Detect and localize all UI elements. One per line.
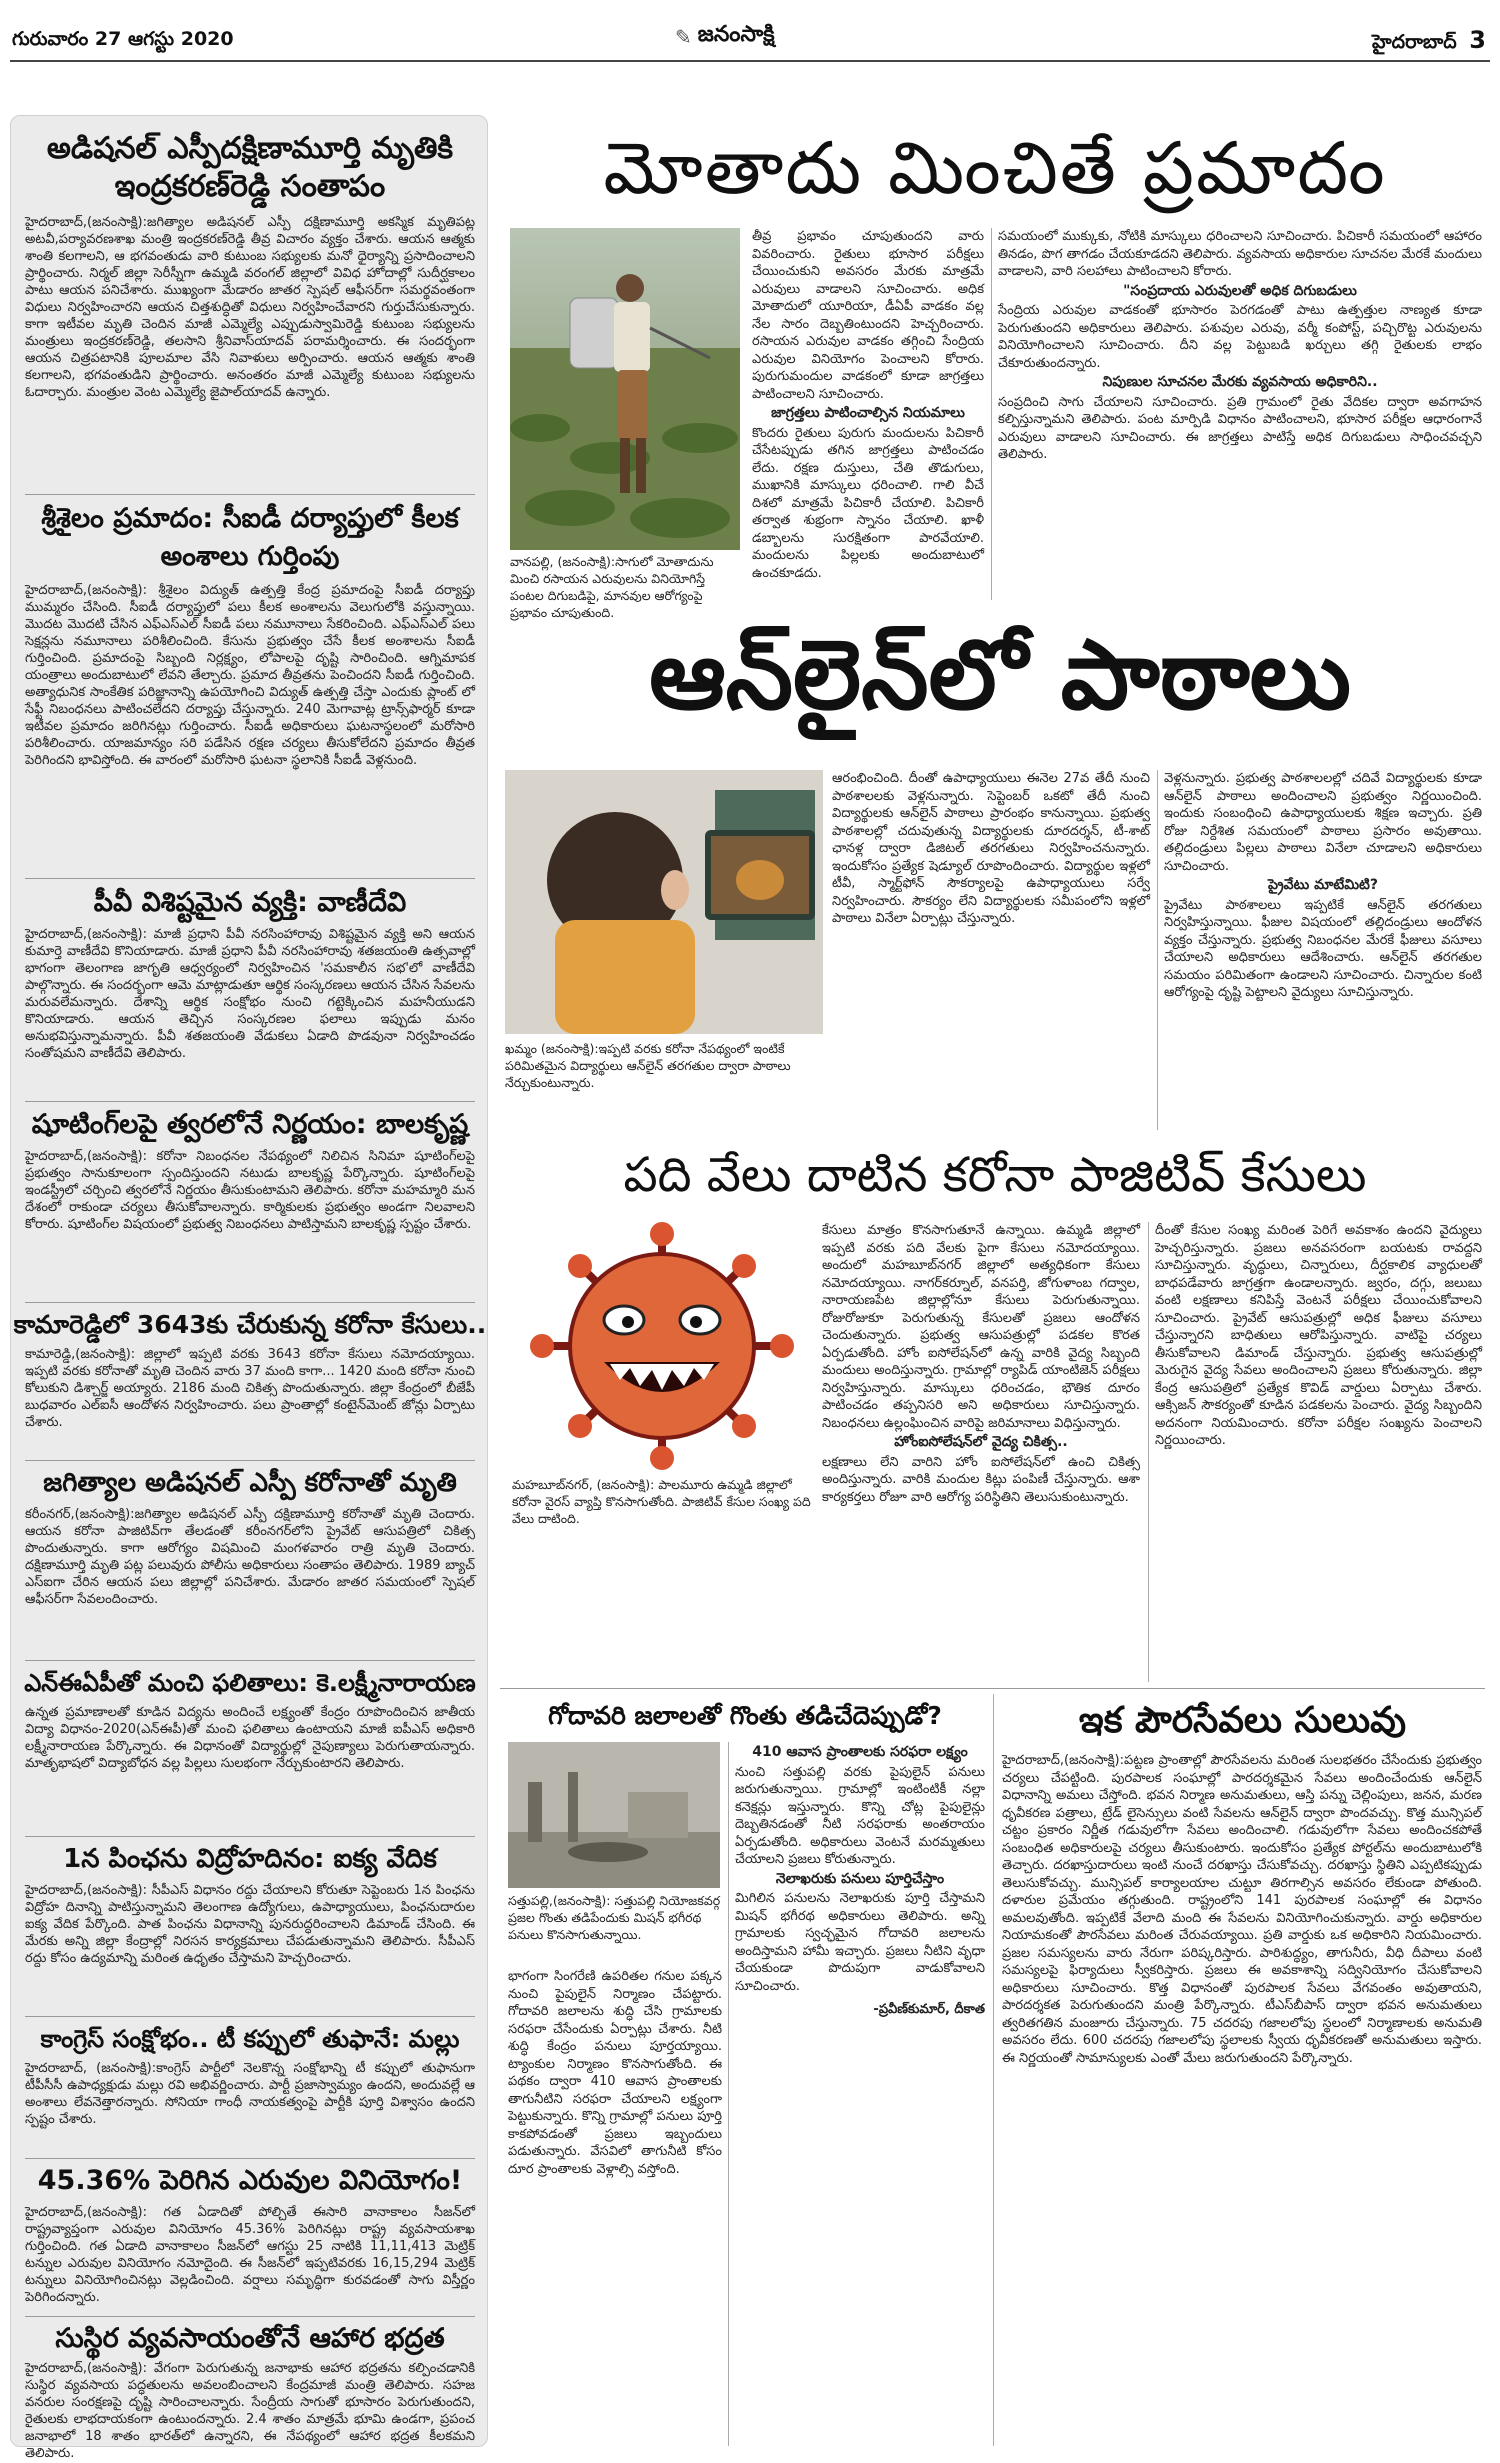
story-4-column-2 <box>735 1742 985 2446</box>
story-1-col1-text-b: కొందరు రైతులు పురుగు మందులను పిచికారీ చేసేటప్పుడు తగిన జాగ్రత్తలు పాటించడం లేదు. రక్షణ దుస్తులు, చేతి తొడుగులు, ముఖానికి మాస్కులు ధరించాలి. గాలి వీచే దిశలో మాత్రమే పిచికారీ చేయాలి. పిచికారీ తర్వాత శుభ్రంగా స్నానం చేయాలి. ఖాళీ డబ్బాలను సురక్షితంగా పారవేయాలి. మందులను పిల్లలకు అందుబాటులో ఉంచకూడదు. <box>752 425 984 581</box>
brief-divider <box>25 1302 475 1303</box>
page-location <box>1372 26 1486 58</box>
story-4-col2-text: నుంచి సత్తుపల్లి వరకు పైపులైన్ పనులు జరుగుతున్నాయి. గ్రామాల్లో ఇంటింటికీ నల్లా కనెక్షన్లు ఇస్తున్నారు. కొన్ని చోట్ల పైపులైన్లు దెబ్బతినడంతో నీటి సరఫరాకు అంతరాయం ఏర్పడుతోంది. అధికారులు వెంటనే మరమ్మతులు చేయాలని ప్రజలు కోరుతున్నారు. <box>735 1764 985 1867</box>
brief-divider <box>25 1101 475 1102</box>
column-divider <box>728 1742 729 2446</box>
column-divider <box>1157 770 1158 1130</box>
story-4-byline: -ప్రవీణ్‌కుమార్, దీకాత <box>873 2002 985 2017</box>
brief-11-body: హైదరాబాద్,(జనంసాక్షి): వేగంగా పెరుగుతున్న జనాభాకు ఆహార భద్రతను కల్పించడానికి సుస్థిర వ్యవసాయ పద్ధతులను అవలంబించాలని కేంద్రమాజీ మంత్రి తెలిపారు. సహజ వనరుల సంరక్షణపై దృష్టి సారించాలన్నారు. సేంద్రీయ సాగుతో భూసారం పెరుగుతుందని, రైతులకు లాభదాయకంగా ఉంటుందన్నారు. 2.4 శాతం మాత్రమే భూమి ఉండగా, ప్రపంచ జనాభాలో 18 శాతం భారత్‌లో ఉన్నారని, ఈ నేపథ్యంలో ఆహార భద్రత కీలకమని తెలిపారు. <box>25 2361 475 2461</box>
brief-divider <box>25 1836 475 1837</box>
masthead <box>675 22 775 52</box>
brief-divider <box>25 494 475 495</box>
story-3-col1-text-b: లక్షణాలు లేని వారిని హోం ఐసోలేషన్‌లో ఉంచి చికిత్స అందిస్తున్నారు. వారికి మందుల కిట్లు పంపిణీ చేస్తున్నారు. ఆశా కార్యకర్తలు రోజూ వారి ఆరోగ్య పరిస్థితిని తెలుసుకుంటున్నారు. <box>822 1454 1140 1505</box>
brief-1-title: అడిషనల్ ఎస్పీదక్షిణామూర్తి మృతికి <box>46 131 454 166</box>
story-1-subhead-2: "సంప్రదాయ ఎరువులతో అధిక దిగుబడులు <box>1123 282 1357 299</box>
story-5-headline: ఇక పౌరసేవలు సులువు <box>1078 1700 1407 1741</box>
story-2-subhead: ప్రైవేటు మాటేమిటి? <box>1268 877 1378 893</box>
brief-7-title: ఎన్ఈఏపీతో మంచి ఫలితాలు: కె.లక్ష్మీనారాయణ <box>24 1669 476 1697</box>
story-1-column-2 <box>998 228 1482 600</box>
page-number: 3 <box>1469 26 1486 54</box>
story-2-photo-caption: ఖమ్మం (జనంసాక్షి):ఇప్పటి వరకు కరోనా నేపథ్యంలో ఇంటికే పరిమితమైన విద్యార్థులు ఆన్‌లైన్ తరగతుల ద్వారా పాఠాలు నేర్చుకుంటున్నారు. <box>505 1041 791 1090</box>
brief-7-body: ఉన్నత ప్రమాణాలతో కూడిన విద్యను అందించే లక్ష్యంతో కేంద్రం రూపొందించిన జాతీయ విద్యా విధానం-2020(ఎన్ఈపీ)తో మంచి ఫలితాలు ఉంటాయని మాజీ ఐపీఎస్ అధికారి లక్ష్మీనారాయణ పేర్కొన్నారు. ఈ విధానంతో విద్యార్థుల్లో నైపుణ్యాలు పెరుగుతాయన్నారు. మాతృభాషలో విద్యాబోధన వల్ల పిల్లలు సులభంగా నేర్చుకుంటారని తెలిపారు. <box>25 1705 475 1771</box>
story-3-subhead: హోంఐసోలేషన్‌లో వైద్య చికిత్స.. <box>894 1434 1068 1450</box>
story-3-column-2: దీంతో కేసుల సంఖ్య మరింత పెరిగే అవకాశం ఉందని వైద్యులు హెచ్చరిస్తున్నారు. ప్రజలు అనవసరంగా బయటకు రావద్దని సూచిస్తున్నారు. వృద్ధులు, చిన్నారులు, దీర్ఘకాలిక వ్యాధులతో బాధపడేవారు జాగ్రత్తగా ఉండాలన్నారు. జ్వరం, దగ్గు, జలుబు వంటి లక్షణాలు కనిపిస్తే వెంటనే పరీక్షలు చేయించుకోవాలని సూచించారు. ప్రైవేట్ ఆసుపత్రుల్లో అధిక ఫీజులు వసూలు చేస్తున్నారని బాధితులు ఆరోపిస్తున్నారు. వాటిపై చర్యలు తీసుకోవాలని డిమాండ్ చేస్తున్నారు. ప్రభుత్వ ఆసుపత్రుల్లో మెరుగైన వైద్య సేవలు అందించాలని ప్రజలు కోరుతున్నారు. జిల్లా కేంద్ర ఆసుపత్రిలో ప్రత్యేక కొవిడ్ వార్డులు ఏర్పాటు చేశారు. ఆక్సిజన్ సౌకర్యంతో కూడిన పడకలను పెంచారు. వైద్య సిబ్బందిని అదనంగా నియమించారు. కరోనా పరీక్షల సంఖ్యను పెంచాలని నిర్ణయించారు. <box>1155 1223 1482 1448</box>
story-1-subhead: జాగ్రత్తలు పాటించాల్సిన నియమాలు <box>771 405 965 421</box>
story-2-column-2 <box>1164 770 1482 1130</box>
brief-8-body: హైదరాబాద్,(జనంసాక్షి): సీపీఎస్ విధానం రద్దు చేయాలని కోరుతూ సెప్టెంబరు 1న పింఛను విద్రోహ దినాన్ని పాటిస్తున్నామని తెలంగాణ ఉద్యోగులు, ఉపాధ్యాయులు, పింఛనుదారుల ఐక్య వేదిక పేర్కొంది. పాత పింఛను విధానాన్ని పునరుద్ధరించాలని డిమాండ్ చేసింది. ఈ మేరకు అన్ని జిల్లా కేంద్రాల్లో నిరసన కార్యక్రమాలు చేపడుతున్నామని తెలిపారు. సీపీఎస్ రద్దు కోసం ఉద్యమాన్ని మరింత ఉధృతం చేస్తామని హెచ్చరించారు. <box>25 1883 475 1966</box>
brief-5-title: కామారెడ్డిలో 3643కు చేరుకున్న కరోనా కేసులు.. <box>13 1310 487 1339</box>
story-2-column-1: ఆరంభించింది. దీంతో ఉపాధ్యాయులు ఈనెల 27వ తేదీ నుంచి పాఠశాలలకు వెళ్లనున్నారు. సెప్టెంబర్ ఒకటో తేదీ నుంచి విద్యార్థులకు ఆన్‌లైన్ పాఠాలు ప్రారంభం కానున్నాయి. ప్రభుత్వ పాఠశాలల్లో చదువుతున్న విద్యార్థులకు దూరదర్శన్, టీ-శాట్ ఛానళ్ల ద్వారా డిజిటల్ తరగతులు నిర్వహించనున్నారు. ఇందుకోసం ప్రత్యేక షెడ్యూల్ రూపొందించారు. విద్యార్థుల ఇళ్లలో టీవీ, స్మార్ట్‌ఫోన్ సౌకర్యాలపై ఉపాధ్యాయులు సర్వే నిర్వహించారు. సౌకర్యం లేని విద్యార్థులకు సమీపంలోని ఇళ్లలో పాఠాలు వినేలా ఏర్పాట్లు చేస్తున్నారు. <box>832 771 1150 926</box>
brief-10-title: 45.36% పెరిగిన ఎరువుల వినియోగం! <box>37 2165 463 2196</box>
story-1-col2-text-b: సేంద్రియ ఎరువుల వాడకంతో భూసారం పెరగడంతో పాటు ఉత్పత్తుల నాణ్యత కూడా పెరుగుతుందని అధికారులు తెలిపారు. పశువుల ఎరువు, వర్మీ కంపోస్ట్, పచ్చిరొట్ట ఎరువులను వినియోగించాలని సూచించారు. దీని వల్ల పెట్టుబడి ఖర్చులు తగ్గి రైతులకు లాభం చేకూరుతుందన్నారు. <box>998 303 1482 371</box>
newspaper-logo-icon: ✎ <box>675 25 692 49</box>
story-5-body: హైదరాబాద్,(జనంసాక్షి):పట్టణ ప్రాంతాల్లో పౌరసేవలను మరింత సులభతరం చేసేందుకు ప్రభుత్వం చర్యలు చేపట్టింది. పురపాలక సంఘాల్లో పారదర్శకమైన సేవలు అందించేందుకు ఆన్‌లైన్ విధానాన్ని అమలు చేస్తోంది. భవన నిర్మాణ అనుమతులు, ఆస్తి పన్ను చెల్లింపులు, జనన, మరణ ధృవీకరణ పత్రాలు, ట్రేడ్ లైసెన్సులు వంటి సేవలను ఆన్‌లైన్ ద్వారా పొందవచ్చు. కొత్త మున్సిపల్ చట్టం ప్రకారం నిర్ణీత గడువులోగా సేవలు అందించాలి. గడువులోగా సేవలు అందించకపోతే సంబంధిత అధికారులపై చర్యలు తీసుకుంటారు. ఇందుకోసం ప్రత్యేక పోర్టల్‌ను అందుబాటులోకి తెచ్చారు. దరఖాస్తుదారులు ఇంటి నుంచే దరఖాస్తు చేసుకోవచ్చు. దరఖాస్తు స్థితిని ఎప్పటికప్పుడు తెలుసుకోవచ్చు. మున్సిపల్ కార్యాలయాల చుట్టూ తిరగాల్సిన అవసరం లేకుండా పోతుంది. దళారుల ప్రమేయం తగ్గుతుంది. రాష్ట్రంలోని 141 పురపాలక సంఘాల్లో ఈ విధానం అమలవుతోంది. ఇప్పటికే వేలాది మంది ఈ సేవలను వినియోగించుకున్నారు. వార్డు అధికారుల నియామకంతో పౌరసేవలు మరింత చేరువయ్యాయి. ప్రతి వార్డుకు ఒక అధికారిని నియమించారు. ప్రజల సమస్యలను వారు నేరుగా పరిష్కరిస్తారు. పారిశుద్ధ్యం, తాగునీరు, వీధి దీపాలు వంటి సమస్యలపై ఫిర్యాదులు స్వీకరిస్తారు. ప్రజలు ఈ అవకాశాన్ని సద్వినియోగం చేసుకోవాలని అధికారులు సూచించారు. కొత్త విధానంతో పురపాలక సేవలు వేగవంతం అవుతాయని, పారదర్శకత పెరుగుతుందని మంత్రి పేర్కొన్నారు. టీఎస్‌బీపాస్ ద్వారా భవన అనుమతులు త్వరితగతిన మంజూరు చేస్తున్నారు. 75 చదరపు గజాలలోపు స్థలంలో నిర్మాణాలకు అనుమతి అవసరం లేదు. 600 చదరపు గజాలలోపు స్థలాలకు స్వీయ ధృవీకరణతో అనుమతులు ఇస్తారు. ఈ నిర్ణయంతో సామాన్యులకు ఎంతో మేలు జరుగుతుందని పేర్కొన్నారు. <box>1002 1753 1482 2066</box>
child-online-class-photo <box>505 770 823 1034</box>
brief-divider <box>25 2158 475 2159</box>
brief-divider <box>25 2316 475 2317</box>
story-3-photo-caption: మహబూబ్‌నగర్, (జనంసాక్షి): పాలమూరు ఉమ్మడి జిల్లాలో కరోనా వైరస్ వ్యాప్తి కొనసాగుతోంది. పాజిటివ్ కేసుల సంఖ్య పది వేలు దాటింది. <box>512 1477 811 1526</box>
brief-2-body: హైదరాబాద్,(జనంసాక్షి): శ్రీశైలం విద్యుత్ ఉత్పత్తి కేంద్ర ప్రమాదంపై సీఐడీ దర్యాప్తు ముమ్మరం చేసింది. సీఐడీ దర్యాప్తులో పలు కీలక అంశాలను వెలుగులోకి వస్తున్నాయి. మొదట మొదటి చేసిన ఎఫ్ఎస్ఎల్ సీఐడీ పలు నమూనాలు సేకరించింది. ఎఫ్ఎస్ఎల్ పలు సెక్షన్లను నమూనాలు పరిశీలించింది. కేసును ప్రభుత్వం చేసే కీలక అంశాలను సీఐడీ గుర్తించింది. ప్రమాదంపై సిబ్బంది నిర్లక్ష్యం, లోపాలపై దృష్టి సారించింది. ఆగ్నిమాపక యంత్రాలు అందుబాటులో లేవని తేల్చారు. ప్రమాద తీవ్రతను పెంచిందని సీఐడీ గుర్తించింది. అత్యాధునిక సాంకేతిక పరిజ్ఞానాన్ని ఉపయోగించి విద్యుత్ ఉత్పత్తి చేస్తా ఎందుకు ప్లాంట్ లో సేఫ్టీ నిబంధనలు పాటించలేదని దర్యాప్తు చేస్తున్నారు. 240 మెగావాట్ల ట్రాన్స్‌ఫార్మర్ కూడా ఇటీవల ప్రమాదం జరిగినట్లు గుర్తించారు. సీఐడీ అధికారులు ఘటనాస్థలంలో మరోసారి పరిశీలించారు. యాజమాన్యం సరి పడేసిన రక్షణ చర్యలు తీసుకోలేదని ప్రమాదం తీవ్రత పెరిగిందని భావిస్తోంది. ఈ వారంలో మరోసారి ఘటనా స్థలానికి సీఐడీ వెళ్లనుంది. <box>25 583 475 768</box>
brief-1-body: హైదరాబాద్,(జనంసాక్షి):జగిత్యాల అడిషనల్ ఎస్పీ దక్షిణామూర్తి అకస్మిక మృతిపట్ల అటవీ,పర్యావరణశాఖ మంత్రి ఇంద్రకరణ్‌రెడ్డి తీవ్ర విచారం వ్యక్తం చేశారు. ఆయన ఆత్మకు శాంతి కలగాలని, ఆ భగవంతుడు వారి కుటుంబ సభ్యులకు మనో ధైర్యాన్ని ప్రసాదించాలని ప్రార్థించారు. నిర్మల్ జిల్లా సెరీస్నీగా ఉమ్మడి వరంగల్ జిల్లాలో వివిధ హోదాల్లో సుదీర్ఘకాలం పాటు ఆయన పనిచేశారు. ముఖ్యంగా మేడారం జాతర స్పెషల్ ఆఫీసర్‌గా సమర్థవంతంగా విధులు నిర్వహించారని ఆయన చిత్తశుద్ధితో విధులు నిర్వహించేవారని గుర్తుచేసుకున్నారు. కాగా ఇటీవల మృతి చెందిన మాజీ ఎమ్మెల్యే ఎప్పుడుస్వామిరెడ్డి కుటుంబ సభ్యులను మంత్రులు ఇంద్రకరణ్‌రెడ్డి, తలసాని శ్రీనివాస్‌యాదవ్ పరామర్శించారు. ఈ సందర్భంగా ఆయన చిత్రపటానికి పూలమాల వేసి నివాళులు అర్పించారు. ఆయన ఆత్మకు శాంతి కలగాలని, భగవంతుడిని ప్రార్థించారు. అనంతరం మాజీ ఎమ్మెల్యే కుటుంబ సభ్యులను ఓదార్చారు. మంత్రుల వెంట ఎమ్మెల్యే జైపాల్‌యాదవ్ ఉన్నారు. <box>25 215 475 400</box>
brief-10-body: హైదరాబాద్,(జనంసాక్షి): గత ఏడాదితో పోల్చితే ఈసారి వానాకాలం సీజన్‌లో రాష్ట్రవ్యాప్తంగా ఎరువుల వినియోగం 45.36% పెరిగినట్లు రాష్ట్ర వ్యవసాయశాఖ గుర్తించింది. గత ఏడాది వానాకాలం సీజన్‌లో ఆగస్టు 25 నాటికి 11,11,413 మెట్రిక్ టన్నుల ఎరువుల వినియోగం నమోదైంది. ఈ సీజన్‌లో ఇప్పటివరకు 16,15,294 మెట్రిక్ టన్నులు వినియోగించినట్లు వెల్లడించింది. వర్షాలు సమృద్ధిగా కురవడంతో సాగు విస్తీర్ణం పెరిగిందన్నారు. <box>25 2205 475 2305</box>
coronavirus-illustration <box>512 1222 812 1470</box>
farmer-spraying-photo <box>510 228 740 550</box>
story-4-subhead-2: నెలాఖరుకు పనులు పూర్తిచేస్తాం <box>775 1870 945 1887</box>
story-1-column-1 <box>752 228 984 600</box>
brief-divider <box>25 878 475 879</box>
brief-3-body: హైదరాబాద్,(జనంసాక్షి): మాజీ ప్రధాని పీవీ నరసింహారావు విశిష్టమైన వ్యక్తి అని ఆయన కుమార్తె వాణీదేవి కొనియాడారు. మాజీ ప్రధాని పీవీ నరసింహారావు శతజయంతి ఉత్సవాల్లో భాగంగా తెలంగాణ జాగృతి ఆధ్వర్యంలో నిర్వహించిన 'సమకాలీన సభ'లో వాణీదేవి పాల్గొన్నారు. ఈ సందర్భంగా ఆమె మాట్లాడుతూ ఆర్థిక సంస్కరణలు ఆయన చేసిన సేవలను మరువలేమన్నారు. దేశాన్ని ఆర్థిక సంక్షోభం నుంచి గట్టెక్కించిన మహనీయుడని కొనియాడారు. ఆయన తెచ్చిన సంస్కరణల ఫలాలు ఇప్పుడు మనం అనుభవిస్తున్నామన్నారు. పీవీ శతజయంతి వేడుకలు ఏడాది పొడవునా నిర్వహించడం సంతోషమని వాణీదేవి తెలిపారు. <box>25 927 475 1061</box>
brief-9-title: కాంగ్రెస్ సంక్షోభం.. టీ కప్పులో తుఫానే: మల్లు <box>40 2025 460 2053</box>
story-4-subhead: 410 ఆవాస ప్రాంతాలకు సరఫరా లక్ష్యం <box>752 1744 968 1760</box>
story-4-col2-text-b: మిగిలిన పనులను నెలాఖరుకు పూర్తి చేస్తామని మిషన్ భగీరథ అధికారులు తెలిపారు. అన్ని గ్రామాలకు స్వచ్ఛమైన గోదావరి జలాలను అందిస్తామని హామీ ఇచ్చారు. ప్రజలు నీటిని వృధా చేయకుండా పొదుపుగా వాడుకోవాలని సూచించారు. <box>735 1891 985 1994</box>
brief-2-title-line2: అంశాలు గుర్తింపు <box>160 541 340 572</box>
brief-8-title: 1న పింఛను విద్రోహదినం: ఐక్య వేదిక <box>63 1844 437 1874</box>
story-4-column-1: భాగంగా సింగరేణి ఉపరితల గనుల పక్కన నుంచి పైపులైన్ నిర్మాణం చేపట్టారు. గోదావరి జలాలను శుద్ధి చేసి గ్రామాలకు సరఫరా చేసేందుకు ఏర్పాట్లు చేశారు. నీటి శుద్ధి కేంద్రం పనులు పూర్తయ్యాయి. ట్యాంకుల నిర్మాణం కొనసాగుతోంది. ఈ పథకం ద్వారా 410 ఆవాస ప్రాంతాలకు తాగునీటిని సరఫరా చేయాలని లక్ష్యంగా పెట్టుకున్నారు. కొన్ని గ్రామాల్లో పనులు పూర్తి కాకపోవడంతో ప్రజలు ఇబ్బందులు పడుతున్నారు. వేసవిలో తాగునీటి కోసం దూర ప్రాంతాలకు వెళ్లాల్సి వస్తోంది. <box>508 1969 722 2177</box>
story-1-col2-text: సమయంలో ముక్కుకు, నోటికి మాస్కులు ధరించాలని సూచించారు. పిచికారీ సమయంలో ఆహారం తినడం, పొగ తాగడం చేయకూడదని తెలిపారు. వ్యవసాయ అధికారుల సూచనల మేరకే మందులు వాడాలని, వారి సలహాలు పాటించాలని కోరారు. <box>998 229 1482 279</box>
brief-3-title: పీవీ విశిష్టమైన వ్యక్తి: వాణీదేవి <box>93 887 407 918</box>
section-divider <box>500 1688 1485 1689</box>
story-4-photo-caption: సత్తుపల్లి,(జనంసాక్షి): సత్తుపల్లి నియోజకవర్గ ప్రజల గొంతు తడిపేందుకు మిషన్ భగీరథ పనులు కొనసాగుతున్నాయి. <box>508 1893 721 1942</box>
water-plant-photo <box>508 1742 720 1888</box>
story-2-col2-text: వెళ్లనున్నారు. ప్రభుత్వ పాఠశాలలల్లో చదివే విద్యార్థులకు కూడా ఆన్‌లైన్ పాఠాలు అందించాలని ప్రభుత్వం నిర్ణయించింది. ఇందుకు సంబంధించి ఉపాధ్యాయులకు శిక్షణ ఇచ్చారు. ప్రతి రోజు నిర్దేశిత సమయంలో పాఠాలు ప్రసారం అవుతాయి. తల్లిదండ్రులు పిల్లలు పాఠాలు వినేలా చూడాలని అధికారులు సూచించారు. <box>1164 771 1482 874</box>
story-1-col1-text: తీవ్ర ప్రభావం చూపుతుందని వారు వివరించారు. రైతులు భూసార పరీక్షలు చేయించుకుని అవసరం మేరకు మాత్రమే ఎరువులు వాడాలని సూచించారు. అధిక మోతాదులో యూరియా, డీఏపీ వాడకం వల్ల నేల సారం దెబ్బతింటుందని హెచ్చరించారు. రసాయన ఎరువుల వాడకం తగ్గించి సేంద్రియ ఎరువుల వినియోగం పెంచాలని కోరారు. పురుగుమందుల వాడకంలో కూడా జాగ్రత్తలు పాటించాలని సూచించారు. <box>752 229 984 402</box>
brief-divider <box>25 2016 475 2017</box>
brief-2-title: శ్రీశైలం ప్రమాదం: సీఐడీ దర్యాప్తులో కీలక <box>41 503 459 534</box>
story-1-col2-text-c: సంప్రదించి సాగు చేయాలని సూచించారు. ప్రతి గ్రామంలో రైతు వేదికల ద్వారా అవగాహన కల్పిస్తున్నామని తెలిపారు. పంట మార్పిడి విధానం పాటించాలని, భూసార పరీక్షల ఆధారంగానే ఎరువులు వాడాలని సూచించారు. ఈ జాగ్రత్తలు పాటిస్తే అధిక దిగుబడులు సాధించవచ్చని తెలిపారు. <box>998 394 1482 462</box>
column-divider <box>993 1694 994 2446</box>
header-divider <box>10 60 1490 62</box>
brief-divider <box>25 1660 475 1661</box>
story-1-subhead-3: నిపుణుల సూచనల మేరకు వ్యవసాయ అధికారిని.. <box>1102 374 1378 390</box>
story-1-headline: మోతాదు మించితే ప్రమాదం <box>603 126 1387 210</box>
story-2-headline: ఆన్‌లైన్‌లో పాఠాలు <box>649 619 1351 731</box>
column-divider <box>1148 1222 1149 1682</box>
masthead-title: జనంసాక్షి <box>697 22 775 47</box>
story-4-headline: గోదావరి జలాలతో గొంతు తడిచేదెప్పుడో? <box>548 1701 942 1730</box>
brief-4-title: షూటింగ్‌లపై త్వరలోనే నిర్ణయం: బాలకృష్ణ <box>31 1109 469 1140</box>
story-1-photo-caption: వానపల్లి, (జనంసాక్షి):సాగులో మోతాదును మించి రసాయన ఎరువులను వినియోగిస్తే పంటల దిగుబడిపై, మానవుల ఆరోగ్యంపై ప్రభావం చూపుతుంది. <box>510 554 714 620</box>
brief-5-body: కామారెడ్డి,(జనంసాక్షి): జిల్లాలో ఇప్పటి వరకు 3643 కరోనా కేసులు నమోదయ్యాయి. ఇప్పటి వరకు కరోనాతో మృతి చెందిన వారు 37 మంది కాగా... 1420 మంది కరోనా నుంచి కోలుకుని డిశ్చార్జ్ అయ్యారు. 2186 మంది చికిత్స పొందుతున్నారు. జిల్లా కేంద్రంలో బీజేపీ బుధవారం ఎల్‌ఐసీ ఆందోళన నిర్వహించారు. పలు ప్రాంతాల్లో కంటైన్‌మెంట్ జోన్లు ఏర్పాటు చేశారు. <box>25 1347 475 1430</box>
brief-11-title: సుస్థిర వ్యవసాయంతోనే ఆహార భద్రత <box>55 2323 445 2354</box>
brief-6-body: కరీంనగర్,(జనంసాక్షి):జగిత్యాల అడిషనల్ ఎస్పీ దక్షిణామూర్తి కరోనాతో మృతి చెందారు. ఆయన కరోనా పాజిటివ్‌గా తేలడంతో కరీంనగర్‌లోని ప్రైవేట్ ఆసుపత్రిలో చికిత్స పొందుతున్నారు. కాగా ఆరోగ్యం విషమించి మంగళవారం రాత్రి మృతి చెందారు. దక్షిణామూర్తి మృతి పట్ల పలువురు పోలీసు అధికారులు సంతాపం తెలిపారు. 1989 బ్యాచ్ ఎస్ఐగా చేరిన ఆయన పలు జిల్లాల్లో పనిచేశారు. మేడారం జాతర సమయంలో స్పెషల్ ఆఫీసర్‌గా సేవలందించారు. <box>25 1507 475 1607</box>
brief-9-body: హైదరాబాద్, (జనంసాక్షి):కాంగ్రెస్ పార్టీలో నెలకొన్న సంక్షోభాన్ని టీ కప్పులో తుఫానుగా టీపీసీసీ ఉపాధ్యక్షుడు మల్లు రవి అభివర్ణించారు. పార్టీ ప్రజాస్వామ్యం ఉందని, అందువల్లే ఆ అంశాలు లేవనెత్తారన్నారు. సోనియా గాంధీ నాయకత్వంపై పార్టీకి పూర్తి విశ్వాసం ఉందని స్పష్టం చేశారు. <box>25 2061 475 2127</box>
brief-6-title: జగిత్యాల అడిషనల్ ఎస్పీ కరోనాతో మృతి <box>43 1468 457 1498</box>
page-date: గురువారం 27 ఆగస్టు 2020 <box>12 28 234 50</box>
story-3-headline: పది వేలు దాటిన కరోనా పాజిటివ్ కేసులు <box>623 1147 1367 1203</box>
story-3-column-1 <box>822 1222 1140 1682</box>
story-3-col1-text: కేసులు మాత్రం కొనసాగుతూనే ఉన్నాయి. ఉమ్మడి జిల్లాలో ఇప్పటి వరకు పది వేలకు పైగా కేసులు నమోదయ్యాయి. అందులో మహబూబ్‌నగర్ జిల్లాలో అత్యధికంగా కేసులు నమోదయ్యాయి. నాగర్‌కర్నూల్, వనపర్తి, జోగుళాంబ గద్వాల, నారాయణపేట జిల్లాల్లోనూ కేసులు పెరుగుతున్నాయి. రోజురోజుకూ పెరుగుతున్న కేసులతో ప్రజలు ఆందోళన చెందుతున్నారు. ప్రభుత్వ ఆసుపత్రుల్లో పడకల కొరత ఏర్పడుతోంది. హోం ఐసోలేషన్‌లో ఉన్న వారికి వైద్య సిబ్బంది మందులు అందిస్తున్నారు. గ్రామాల్లో ర్యాపిడ్ యాంటిజెన్ పరీక్షలు నిర్వహిస్తున్నారు. మాస్కులు ధరించడం, భౌతిక దూరం పాటించడం తప్పనిసరి అని అధికారులు సూచిస్తున్నారు. నిబంధనలు ఉల్లంఘించిన వారిపై జరిమానాలు విధిస్తున్నారు. <box>822 1223 1140 1431</box>
column-divider <box>991 228 992 600</box>
brief-divider <box>25 1460 475 1461</box>
city-label: హైదరాబాద్ <box>1372 31 1457 53</box>
brief-1-title-line2: ఇంద్రకరణ్‌రెడ్డి సంతాపం <box>114 169 386 204</box>
news-brief-sidebar <box>10 115 488 2461</box>
brief-4-body: హైదరాబాద్,(జనంసాక్షి): కరోనా నిబంధనల నేపథ్యంలో నిలిచిన సినిమా షూటింగ్‌లపై ప్రభుత్వం సానుకూలంగా స్పందిస్తుందని నటుడు బాలకృష్ణ పేర్కొన్నారు. షూటింగ్‌లపై ఇండస్ట్రీలో చర్చించి త్వరలోనే నిర్ణయం తీసుకుంటామని తెలిపారు. కరోనా మహమ్మారి మన దేశంలో రాకుండా చర్యలు తీసుకోవాలన్నారు. కార్మికులకు ప్రభుత్వం అండగా నిలవాలని కోరారు. షూటింగ్‌ల విషయంలో ప్రభుత్వ నిబంధనలు పాటిస్తామని బాలకృష్ణ స్పష్టం చేశారు. <box>25 1149 475 1232</box>
story-2-col2-text-b: ప్రైవేటు పాఠశాలలు ఇప్పటికే ఆన్‌లైన్ తరగతులు నిర్వహిస్తున్నాయి. ఫీజుల విషయంలో తల్లిదండ్రులు ఆందోళన వ్యక్తం చేస్తున్నారు. ప్రభుత్వ నిబంధనల మేరకే ఫీజులు వసూలు చేయాలని అధికారులు ఆదేశించారు. ఆన్‌లైన్ తరగతుల సమయం పరిమితంగా ఉండాలని సూచించారు. చిన్నారుల కంటి ఆరోగ్యంపై దృష్టి పెట్టాలని వైద్యులు సూచిస్తున్నారు. <box>1164 897 1482 1000</box>
